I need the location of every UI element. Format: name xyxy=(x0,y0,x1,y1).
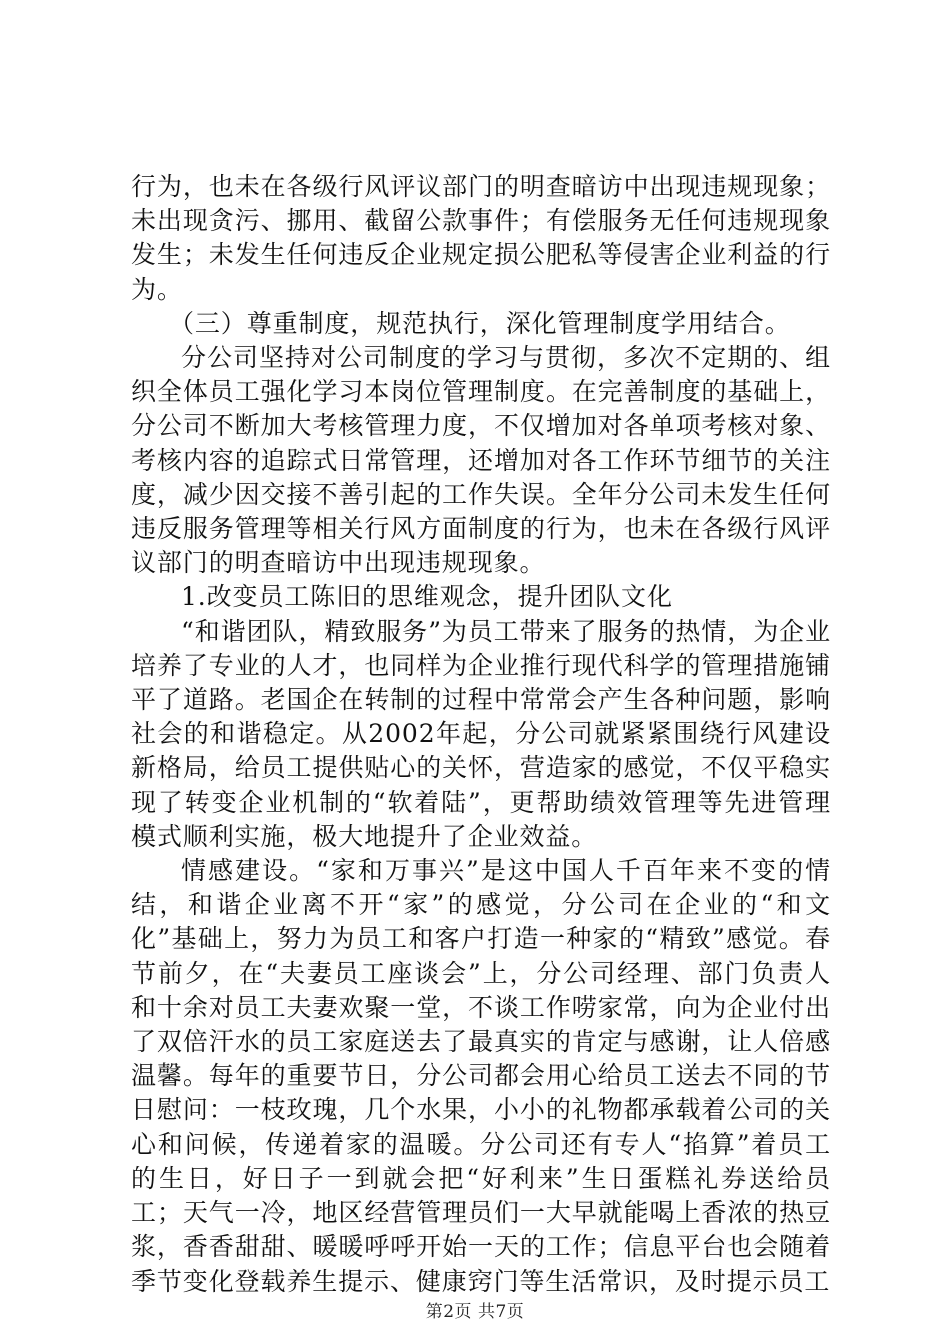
page-number-footer: 第2页 共7页 xyxy=(425,1302,525,1322)
numbered-item-heading: 1.改变员工陈旧的思维观念，提升团队文化 xyxy=(181,582,673,612)
section-heading: （三）尊重制度，规范执行，深化管理制度学用结合。 xyxy=(169,308,791,338)
paragraph-body: “和谐团队，精致服务”为员工带来了服务的热情，为企业培养了专业的人才，也同样为企业推行现代科学的管理措施铺平了道路。老国企在转制的过程中常常会产生各种问题，影响社会的和谐稳定。从2002年起，分公司就紧紧围绕行风建设新格局，给员工提供贴心的关怀，营造家的感觉，不仅平稳实现了转变企业机制的“软着陆”，更帮助绩效管理等先进管理模式顺利实施，极大地提升了企业效益。 xyxy=(131,616,831,851)
paragraph-body: 情感建设。“家和万事兴”是这中国人千百年来不变的情结，和谐企业离不开“家”的感觉，分公司在企业的“和文化”基础上，努力为员工和客户打造一种家的“精致”感觉。春节前夕，在“夫妻员工座谈会”上，分公司经理、部门负责人和十余对员工夫妻欢聚一堂，不谈工作唠家常，向为企业付出了双倍汗水的员工家庭送去了最真实的肯定与感谢，让人倍感温馨。每年的重要节日，分公司都会用心给员工送去不同的节日慰问：一枝玫瑰，几个水果，小小的礼物都承载着公司的关心和问候，传递着家的温暖。分公司还有专人“掐算”着员工的生日，好日子一到就会把“好利来”生日蛋糕礼券送给员工；天气一冷，地区经营管理员们一大早就能喝上香浓的热豆浆，香香甜甜、暖暖呼呼开始一天的工作；信息平台也会随着季节变化登载养生提示、健康窍门等生活常识，及时提示员工 xyxy=(131,856,831,1296)
paragraph-body: 分公司坚持对公司制度的学习与贯彻，多次不定期的、组织全体员工强化学习本岗位管理制度。在完善制度的基础上，分公司不断加大考核管理力度，不仅增加对各单项考核对象、考核内容的追踪式日常管理，还增加对各工作环节细节的关注度，减少因交接不善引起的工作失误。全年分公司未发生任何违反服务管理等相关行风方面制度的行为，也未在各级行风评议部门的明查暗访中出现违规现象。 xyxy=(131,343,831,578)
paragraph-continuation: 行为，也未在各级行风评议部门的明查暗访中出现违规现象；未出现贪污、挪用、截留公款事件；有偿服务无任何违规现象发生；未发生任何违反企业规定损公肥私等侵害企业利益的行为。 xyxy=(131,172,831,304)
document-body xyxy=(131,170,831,1299)
